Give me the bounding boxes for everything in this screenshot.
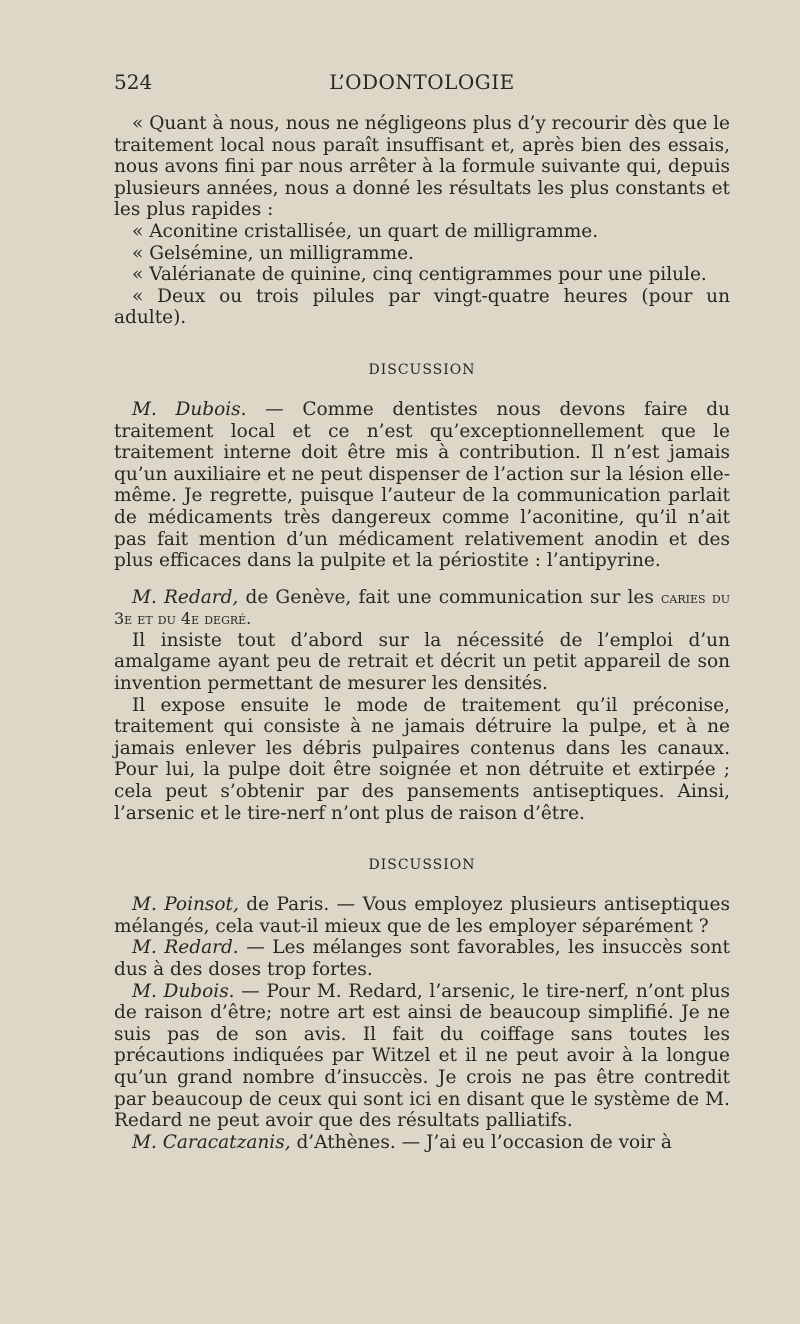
paragraph-text: de Genève, fait une communication sur les <box>238 586 661 608</box>
formula-line-valerianate: « Valérianate de quinine, cinq centigrammes pour une pilule. <box>132 264 707 286</box>
page-header <box>114 70 730 98</box>
paragraph-poinsot <box>114 894 730 937</box>
paragraph-dubois <box>114 399 730 572</box>
formula-line-aconitine: « Aconitine cristallisée, un quart de milligramme. <box>132 220 599 242</box>
paragraph-redard-intro <box>114 587 730 630</box>
speaker-name: M. Redard. <box>132 937 239 959</box>
section-heading-discussion: DISCUSSION <box>368 857 476 874</box>
speaker-name: M. Redard, <box>132 586 239 608</box>
paragraph-redard-reply <box>114 937 730 980</box>
page-number: 524 <box>114 70 153 94</box>
paragraph-text: de Paris. — Vous employez plusieurs antiseptiques mélangés, cela vaut-il mieux que de les employer séparément ? <box>114 894 730 937</box>
formula-line-dosage: « Deux ou trois pilules par vingt-quatre heures (pour un adulte). <box>114 285 730 329</box>
paragraph-redard-amalgam: Il insiste tout d’abord sur la nécessité de l’emploi d’un amalgame ayant peu de retrait et décrit un petit appareil de son invention permettant de mesurer les densités. <box>114 629 730 695</box>
paragraph-redard-treatment: Il expose ensuite le mode de traitement qu’il préconise, traitement qui consiste à ne jamais détruire la pulpe, et à ne jamais enlever les débris pulpaires contenus dans les canaux. Pour lui, la pulpe doit être soignée et non détruite et extirpée ; cela peut s’obtenir par des pansements antiseptiques. Ainsi, l’arsenic et le tire-nerf n’ont plus de raison d’être. <box>114 694 730 824</box>
speaker-name: M. Dubois. <box>132 980 235 1002</box>
section-heading-discussion: DISCUSSION <box>368 361 476 378</box>
speaker-name: M. Dubois. <box>132 398 247 420</box>
speaker-name: M. Caracatzanis, <box>132 1131 291 1153</box>
page-body <box>114 113 730 1153</box>
paragraph-caracatzanis <box>114 1132 730 1154</box>
paragraph-text: — Pour M. Redard, l’arsenic, le tire-nerf, n’ont plus de raison d’être; notre art est ainsi de beaucoup simplifié. Je ne suis pas de son avis. Il fait du coiffage sans toutes les précautions indiquées par Witzel et il ne peut avoir à la longue qu’un grand nombre d’insuccès. Je crois ne pas être contredit par beaucoup de ceux qui sont ici en disant que le système de M. Redard ne peut avoir que des résultats palliatifs. <box>114 980 730 1132</box>
paragraph-text: — Les mélanges sont favorables, les insuccès sont dus à des doses trop fortes. <box>114 937 730 980</box>
paragraph-quote-intro: « Quant à nous, nous ne négligeons plus d’y recourir dès que le traitement local nous paraît insuffisant et, après bien des essais, nous avons fini par nous arrêter à la formule suivante qui, depuis plusieurs années, nous a donné les résultats les plus constants et les plus rapides : <box>114 113 730 221</box>
speaker-name: M. Poinsot, <box>132 894 239 916</box>
paragraph-text: d’Athènes. — J’ai eu l’occasion de voir à <box>290 1131 672 1153</box>
running-title: L’ODONTOLOGIE <box>329 70 515 94</box>
communication-title: caries du 3e et du 4e degré. <box>114 587 731 629</box>
formula-line-gelsemine: « Gelsémine, un milligramme. <box>132 242 414 264</box>
paragraph-dubois-reply <box>114 981 730 1132</box>
paragraph-text: — Comme dentistes nous devons faire du traitement local et ce n’est qu’exceptionnellement que le traitement interne doit être mis à contribution. Il n’est jamais qu’un auxiliaire et ne peut dispenser de l’action sur la lésion elle-même. Je regrette, puisque l’auteur de la communication parlait de médicaments très dangereux comme l’aconitine, qu’il n’ait pas fait mention d’un médicament relativement anodin et des plus efficaces dans la pulpite et la périostite : l’antipyrine. <box>114 398 730 572</box>
